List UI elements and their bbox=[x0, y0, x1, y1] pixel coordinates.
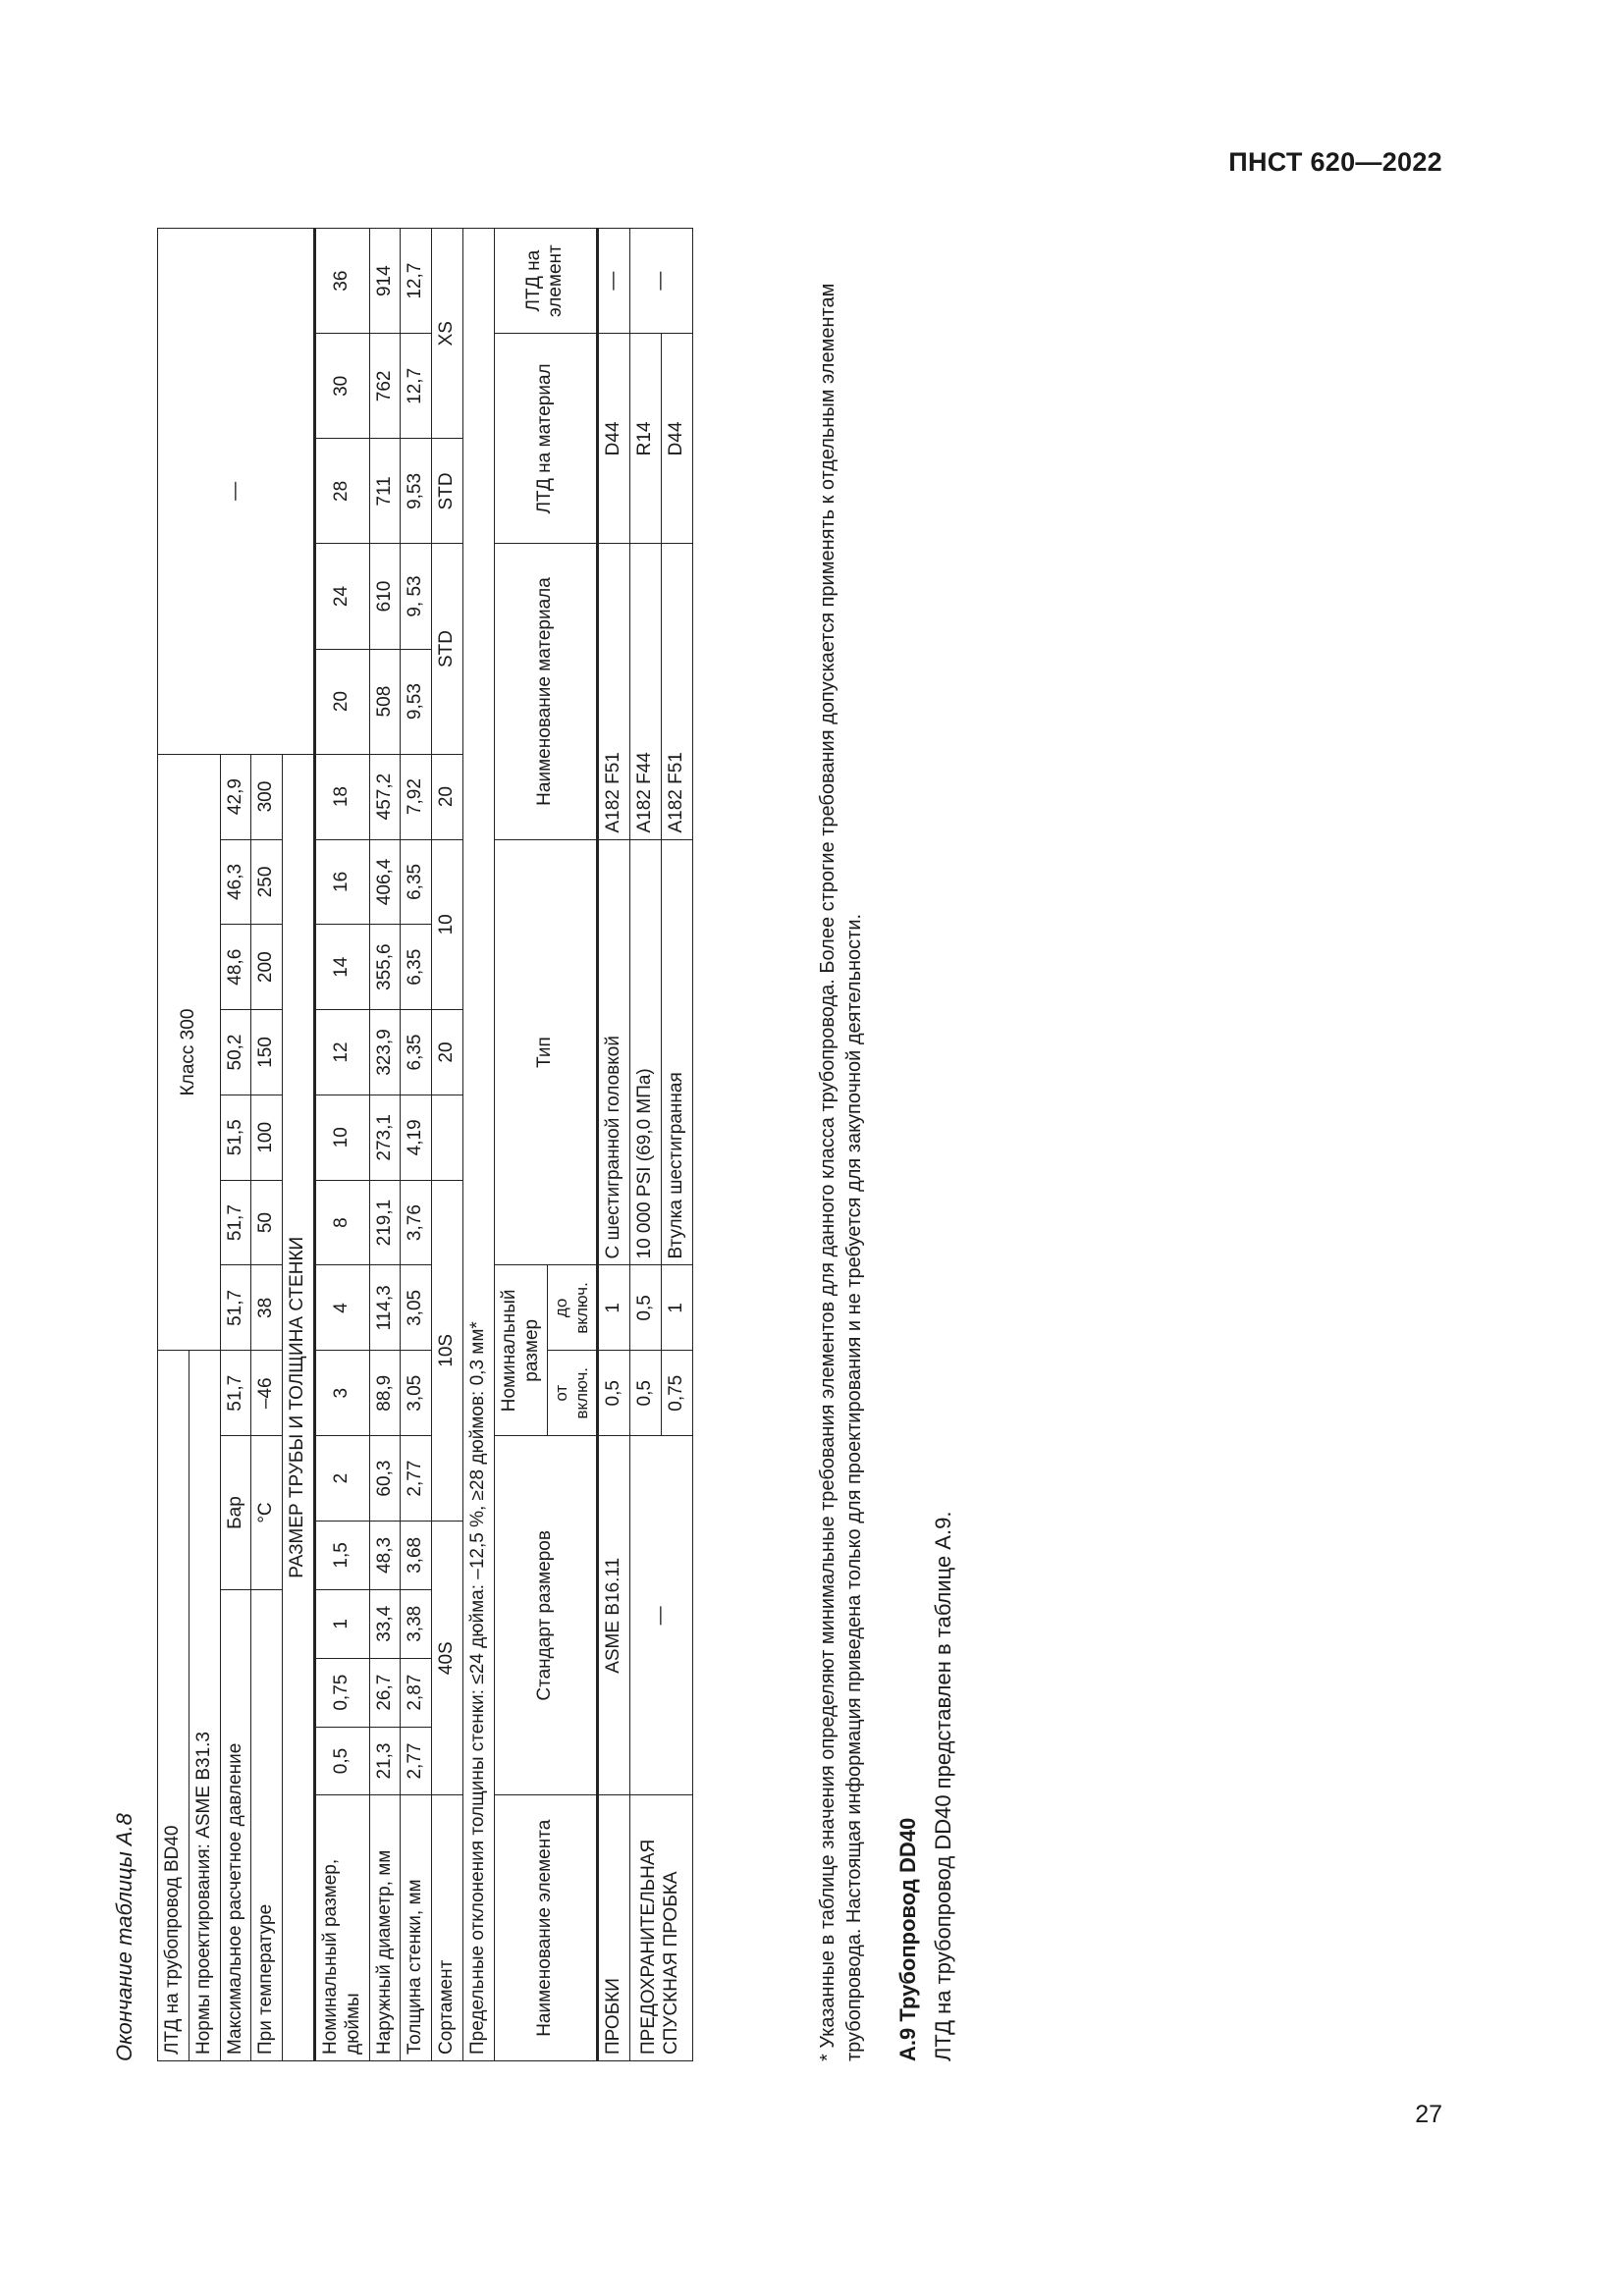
safety-plug-ltd-element: — bbox=[629, 229, 692, 334]
temperature-label: При температуре bbox=[251, 1589, 283, 2060]
safety-plug-to: 0,5 bbox=[629, 1265, 661, 1351]
outer-diameter: 114,3 bbox=[369, 1265, 401, 1351]
schedule-value: 40S bbox=[432, 1521, 463, 1795]
nominal-size: 4 bbox=[314, 1265, 369, 1351]
nominal-size: 36 bbox=[314, 229, 369, 334]
outer-diameter-row bbox=[369, 229, 401, 2061]
to-header: до включ. bbox=[548, 1265, 598, 1351]
schedule-value: 20 bbox=[432, 754, 463, 839]
nominal-size: 28 bbox=[314, 439, 369, 544]
temperature-value: 250 bbox=[251, 839, 283, 925]
wall-thickness: 12,7 bbox=[401, 229, 432, 334]
ltd-element-header: ЛТД на элемент bbox=[494, 229, 597, 334]
wall-thickness: 12,7 bbox=[401, 334, 432, 439]
wall-thickness: 9,53 bbox=[401, 439, 432, 544]
schedule-value: 10 bbox=[432, 839, 463, 1010]
nominal-header: Номинальный размер bbox=[494, 1265, 548, 1436]
outer-diameter: 273,1 bbox=[369, 1095, 401, 1180]
pressure-value: 50,2 bbox=[220, 1010, 251, 1095]
plugs-to: 1 bbox=[598, 1265, 630, 1351]
outer-diameter: 219,1 bbox=[369, 1180, 401, 1265]
wall-thickness-row bbox=[401, 229, 432, 2061]
schedule-row bbox=[432, 229, 463, 2061]
wall-thickness: 6,35 bbox=[401, 839, 432, 925]
plugs-row bbox=[598, 229, 630, 2061]
schedule-label: Сортамент bbox=[432, 1795, 463, 2061]
schedule-value: 10S bbox=[432, 1180, 463, 1521]
pressure-unit: Бар bbox=[220, 1436, 251, 1590]
table-caption: Окончание таблицы А.8 bbox=[112, 1813, 136, 2061]
outer-diameter: 457,2 bbox=[369, 754, 401, 839]
element-header-row-1 bbox=[494, 229, 548, 2061]
element-name-header: Наименование элемента bbox=[494, 1795, 597, 2061]
wall-thickness: 6,35 bbox=[401, 1010, 432, 1095]
nominal-size: 0,75 bbox=[314, 1658, 369, 1727]
pressure-value: 51,7 bbox=[220, 1265, 251, 1351]
nominal-size: 30 bbox=[314, 334, 369, 439]
page-number: 27 bbox=[1415, 2101, 1442, 2128]
pipeline-class-table bbox=[157, 228, 693, 2061]
safety-plug-material: A182 F51 bbox=[661, 544, 692, 839]
schedule-value: 20 bbox=[432, 1010, 463, 1095]
nominal-size-row bbox=[314, 229, 369, 2061]
standard-header: Стандарт размеров bbox=[494, 1436, 597, 1795]
safety-plug-type: 10 000 PSI (69,0 МПа) bbox=[629, 839, 661, 1265]
rotated-table-block bbox=[110, 196, 994, 2061]
temperature-value: 300 bbox=[251, 754, 283, 839]
wall-thickness: 2,77 bbox=[401, 1727, 432, 1795]
ltd-row bbox=[158, 229, 189, 2061]
outer-diameter: 406,4 bbox=[369, 839, 401, 925]
table-footnote: * Указанные в таблице значения определяют минимальные требования элементов для данного класса трубопровода. Более строгие требования допускается применять к отдельным элементам трубопровода. Настоящая информация приведена только для проектирования и не требуется для закупочной деятельности. bbox=[817, 283, 865, 2061]
wall-thickness: 3,05 bbox=[401, 1265, 432, 1351]
pipe-section-title: РАЗМЕР ТРУБЫ И ТОЛЩИНА СТЕНКИ bbox=[283, 754, 315, 2060]
safety-plug-from: 0,5 bbox=[629, 1351, 661, 1436]
plugs-material: A182 F51 bbox=[598, 544, 630, 839]
pressure-value: 46,3 bbox=[220, 839, 251, 925]
outer-diameter: 762 bbox=[369, 334, 401, 439]
outer-diameter: 711 bbox=[369, 439, 401, 544]
schedule-value: XS bbox=[432, 229, 463, 439]
temperature-unit: °С bbox=[251, 1436, 283, 1590]
temperature-value: 38 bbox=[251, 1265, 283, 1351]
outer-diameter-label: Наружный диаметр, мм bbox=[369, 1795, 401, 2061]
outer-diameter: 914 bbox=[369, 229, 401, 334]
nominal-size: 16 bbox=[314, 839, 369, 925]
wall-thickness: 9, 53 bbox=[401, 544, 432, 649]
nominal-size: 3 bbox=[314, 1351, 369, 1436]
plugs-name: ПРОБКИ bbox=[598, 1795, 630, 2061]
tolerance-note: Предельные отклонения толщины стенки: ≤24 дюйма: –12,5 %, ≥28 дюймов: 0,3 мм* bbox=[462, 229, 494, 2061]
nominal-size: 1 bbox=[314, 1589, 369, 1658]
plugs-ltd-material: D44 bbox=[598, 334, 630, 544]
outer-diameter: 355,6 bbox=[369, 925, 401, 1010]
outer-diameter: 60,3 bbox=[369, 1436, 401, 1522]
safety-plug-to: 1 bbox=[661, 1265, 692, 1351]
section-title: А.9 Трубопровод DD40 bbox=[895, 1817, 920, 2061]
wall-thickness: 3,68 bbox=[401, 1521, 432, 1589]
outer-diameter: 21,3 bbox=[369, 1727, 401, 1795]
temperature-value: –46 bbox=[251, 1351, 283, 1436]
safety-plug-ltd-material: R14 bbox=[629, 334, 661, 544]
class-dash: — bbox=[158, 229, 315, 755]
pressure-value: 51,7 bbox=[220, 1351, 251, 1436]
wall-thickness: 4,19 bbox=[401, 1095, 432, 1180]
wall-thickness: 3,76 bbox=[401, 1180, 432, 1265]
wall-thickness: 7,92 bbox=[401, 754, 432, 839]
temperature-value: 150 bbox=[251, 1010, 283, 1095]
outer-diameter: 88,9 bbox=[369, 1351, 401, 1436]
pressure-value: 42,9 bbox=[220, 754, 251, 839]
outer-diameter: 33,4 bbox=[369, 1589, 401, 1658]
safety-plug-material: A182 F44 bbox=[629, 544, 661, 839]
wall-thickness: 6,35 bbox=[401, 925, 432, 1010]
nominal-size: 14 bbox=[314, 925, 369, 1010]
safety-plug-standard: — bbox=[629, 1436, 692, 1795]
outer-diameter: 48,3 bbox=[369, 1521, 401, 1589]
ltd-material-header: ЛТД на материал bbox=[494, 334, 597, 544]
max-pressure-label: Максимальное расчетное давление bbox=[220, 1589, 251, 2060]
material-header: Наименование материала bbox=[494, 544, 597, 839]
plugs-type: С шестигранной головкой bbox=[598, 839, 630, 1265]
outer-diameter: 610 bbox=[369, 544, 401, 649]
safety-plug-from: 0,75 bbox=[661, 1351, 692, 1436]
safety-plug-name: ПРЕДОХРАНИТЕЛЬНАЯ СПУСКНАЯ ПРОБКА bbox=[629, 1795, 692, 2061]
pressure-value: 51,5 bbox=[220, 1095, 251, 1180]
temperature-value: 100 bbox=[251, 1095, 283, 1180]
pressure-value: 51,7 bbox=[220, 1180, 251, 1265]
type-header: Тип bbox=[494, 839, 597, 1265]
document-code: ПНСТ 620—2022 bbox=[1228, 147, 1442, 177]
nominal-size: 0,5 bbox=[314, 1727, 369, 1795]
temperature-value: 50 bbox=[251, 1180, 283, 1265]
safety-plug-type: Втулка шестигранная bbox=[661, 839, 692, 1265]
wall-thickness: 2,87 bbox=[401, 1658, 432, 1727]
nominal-size: 10 bbox=[314, 1095, 369, 1180]
schedule-value bbox=[432, 1095, 463, 1180]
schedule-value: STD bbox=[432, 544, 463, 754]
temperature-value: 200 bbox=[251, 925, 283, 1010]
pressure-value: 48,6 bbox=[220, 925, 251, 1010]
nominal-size: 18 bbox=[314, 754, 369, 839]
nominal-size: 20 bbox=[314, 649, 369, 754]
wall-thickness: 3,05 bbox=[401, 1351, 432, 1436]
from-header: от включ. bbox=[548, 1351, 598, 1436]
safety-plug-ltd-material: D44 bbox=[661, 334, 692, 544]
wall-thickness: 2,77 bbox=[401, 1436, 432, 1522]
nominal-size: 24 bbox=[314, 544, 369, 649]
outer-diameter: 508 bbox=[369, 649, 401, 754]
design-norms: Нормы проектирования: ASME B31.3 bbox=[189, 1351, 220, 2061]
wall-thickness-label: Толщина стенки, мм bbox=[401, 1795, 432, 2061]
class-label: Класс 300 bbox=[158, 754, 221, 1351]
nominal-size: 2 bbox=[314, 1436, 369, 1522]
ltd-label: ЛТД на трубопровод BD40 bbox=[158, 1351, 189, 2061]
section-text: ЛТД на трубопровод DD40 представлен в таблице А.9. bbox=[931, 1511, 955, 2061]
wall-thickness: 3,38 bbox=[401, 1589, 432, 1658]
wall-thickness: 9,53 bbox=[401, 649, 432, 754]
nominal-size: 8 bbox=[314, 1180, 369, 1265]
outer-diameter: 26,7 bbox=[369, 1658, 401, 1727]
schedule-value: STD bbox=[432, 439, 463, 544]
nominal-size: 1,5 bbox=[314, 1521, 369, 1589]
plugs-from: 0,5 bbox=[598, 1351, 630, 1436]
safety-plug-row-1 bbox=[629, 229, 661, 2061]
nominal-size-label: Номинальный размер, дюймы bbox=[314, 1795, 369, 2061]
plugs-standard: ASME B16.11 bbox=[598, 1436, 630, 1795]
plugs-ltd-element: — bbox=[598, 229, 630, 334]
nominal-size: 12 bbox=[314, 1010, 369, 1095]
outer-diameter: 323,9 bbox=[369, 1010, 401, 1095]
tolerance-row bbox=[462, 229, 494, 2061]
